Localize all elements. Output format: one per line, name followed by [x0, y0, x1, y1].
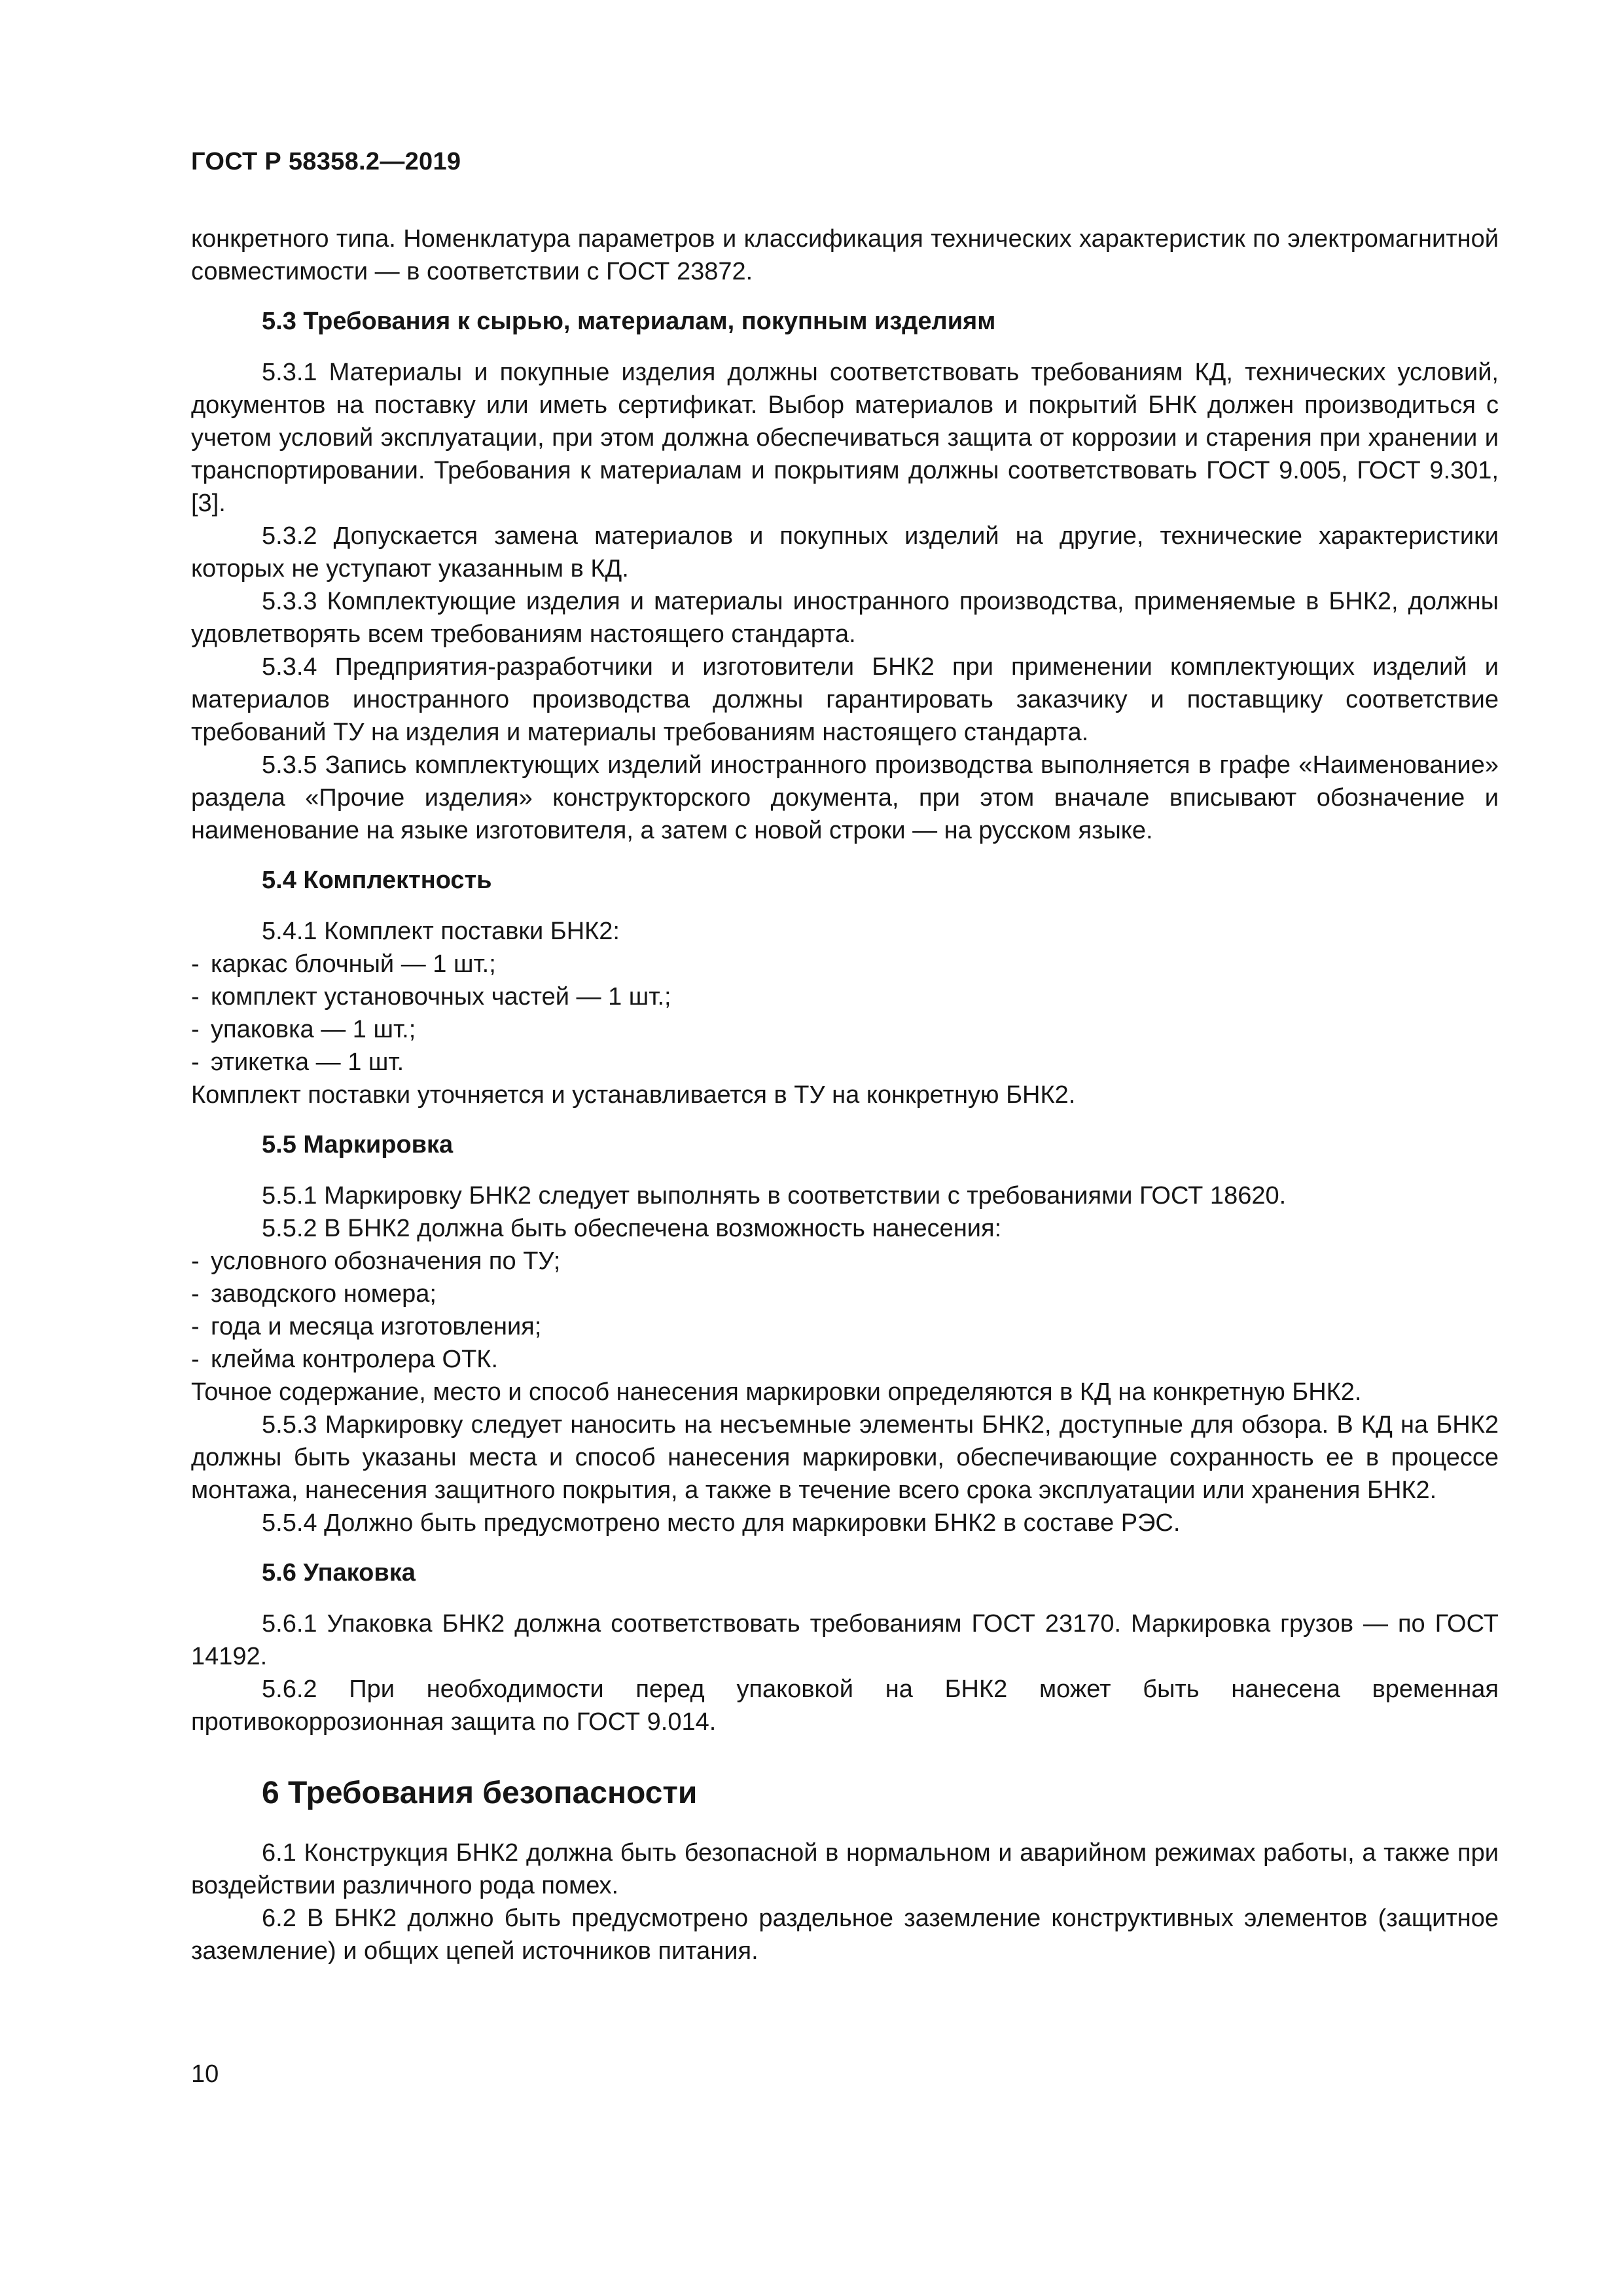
section-6-heading: 6 Требования безопасности [262, 1776, 698, 1810]
delivery-set-note: Комплект поставки уточняется и устанавливается в ТУ на конкретную БНК2. [191, 1081, 1076, 1109]
paragraph-5-3-5: 5.3.5 Запись комплектующих изделий иностранного производства выполняется в графе «Наименование» раздела «Прочие изделия» конструкторского документа, при этом вначале вписывают обозначение и наименование на языке изготовителя, а затем с новой строки — на русском языке. [191, 751, 1499, 844]
paragraph-5-6-2: 5.6.2 При необходимости перед упаковкой на БНК2 может быть нанесена временная противокоррозионная защита по ГОСТ 9.014. [191, 1676, 1499, 1736]
section-5-4-heading: 5.4 Комплектность [262, 867, 492, 894]
section-5-5-heading: 5.5 Маркировка [262, 1131, 454, 1158]
list-item: - упаковка — 1 шт.; [191, 1013, 1499, 1046]
marking-note: Точное содержание, место и способ нанесения маркировки определяются в КД на конкретную БНК2. [191, 1378, 1362, 1406]
list-item: - заводского номера; [191, 1278, 1499, 1310]
section-5-6-heading: 5.6 Упаковка [262, 1559, 416, 1587]
paragraph-5-3-2: 5.3.2 Допускается замена материалов и покупных изделий на другие, технические характеристики которых не уступают указанным в КД. [191, 522, 1499, 583]
paragraph-5-3-1: 5.3.1 Материалы и покупные изделия должны соответствовать требованиям КД, технических условий, документов на поставку или иметь сертификат. Выбор материалов и покрытий БНК должен производиться с учетом условий эксплуатации, при этом должна обеспечиваться защита от коррозии и старения при хранении и транспортировании. Требования к материалам и покрытиям должны соответствовать ГОСТ 9.005, ГОСТ 9.301, [3]. [191, 359, 1499, 517]
paragraph-5-3-4: 5.3.4 Предприятия-разработчики и изготовители БНК2 при применении комплектующих изделий и материалов иностранного производства должны гарантировать заказчику и поставщику соответствие требований ТУ на изделия и материалы требованиям настоящего стандарта. [191, 653, 1499, 746]
paragraph-5-5-4: 5.5.4 Должно быть предусмотрено место для маркировки БНК2 в составе РЭС. [262, 1509, 1181, 1537]
paragraph-5-5-1: 5.5.1 Маркировку БНК2 следует выполнять в соответствии с требованиями ГОСТ 18620. [262, 1182, 1287, 1210]
paragraph-5-3-3: 5.3.3 Комплектующие изделия и материалы иностранного производства, применяемые в БНК2, должны удовлетворять всем требованиям настоящего стандарта. [191, 588, 1499, 648]
list-item: - года и месяца изготовления; [191, 1310, 1499, 1343]
delivery-set-list [191, 948, 1499, 1079]
document-id-header: ГОСТ Р 58358.2—2019 [191, 148, 461, 175]
paragraph-6-2: 6.2 В БНК2 должно быть предусмотрено раздельное заземление конструктивных элементов (защитное заземление) и общих цепей источников питания. [191, 1905, 1499, 1965]
list-item: - каркас блочный — 1 шт.; [191, 948, 1499, 980]
marking-list [191, 1245, 1499, 1376]
document-body [191, 223, 1499, 1967]
list-item: - условного обозначения по ТУ; [191, 1245, 1499, 1278]
list-item: - клейма контролера ОТК. [191, 1343, 1499, 1376]
list-item: - этикетка — 1 шт. [191, 1046, 1499, 1079]
list-item: - комплект установочных частей — 1 шт.; [191, 980, 1499, 1013]
intro-paragraph: конкретного типа. Номенклатура параметров и классификация технических характеристик по электромагнитной совместимости — в соответствии с ГОСТ 23872. [191, 225, 1499, 285]
section-5-3-heading: 5.3 Требования к сырью, материалам, покупным изделиям [262, 308, 996, 335]
paragraph-5-4-1: 5.4.1 Комплект поставки БНК2: [262, 918, 620, 945]
paragraph-6-1: 6.1 Конструкция БНК2 должна быть безопасной в нормальном и аварийном режимах работы, а также при воздействии различного рода помех. [191, 1839, 1499, 1899]
paragraph-5-5-3: 5.5.3 Маркировку следует наносить на несъемные элементы БНК2, доступные для обзора. В КД на БНК2 должны быть указаны места и способ нанесения маркировки, обеспечивающие сохранность ее в процессе монтажа, нанесения защитного покрытия, а также в течение всего срока эксплуатации или хранения БНК2. [191, 1411, 1499, 1504]
page-number: 10 [191, 2060, 219, 2088]
paragraph-5-6-1: 5.6.1 Упаковка БНК2 должна соответствовать требованиям ГОСТ 23170. Маркировка грузов — по ГОСТ 14192. [191, 1610, 1499, 1670]
paragraph-5-5-2: 5.5.2 В БНК2 должна быть обеспечена возможность нанесения: [262, 1215, 1002, 1242]
